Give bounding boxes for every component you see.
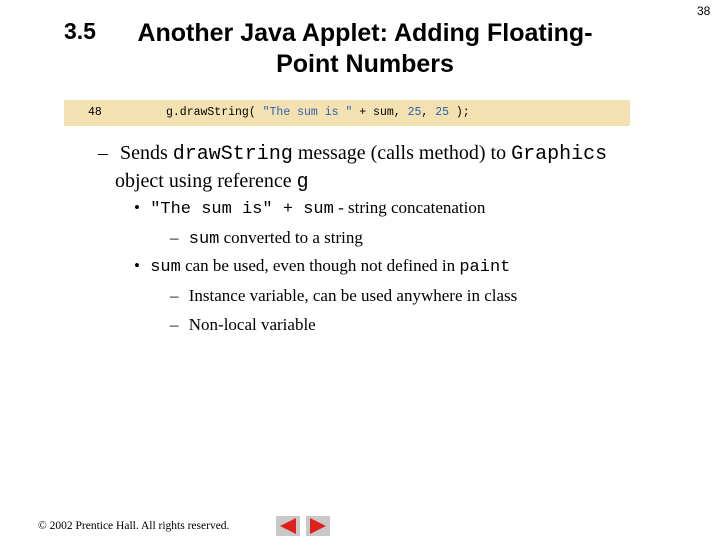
section-number: 3.5 [64,18,96,44]
code-number-1: 25 [407,106,422,119]
page-number: 38 [697,4,711,18]
text-run: Sends [120,142,173,164]
code-run: drawString [172,143,293,166]
text-run: Non-local variable [188,315,316,334]
left-triangle-icon [276,516,300,536]
previous-slide-button[interactable] [276,516,300,536]
code-string-literal: "The sum is " [262,106,353,119]
code-line [166,106,470,119]
code-run: "The sum is" + sum [150,200,334,219]
code-post: ); [449,106,470,119]
copyright-footer: © 2002 Prentice Hall. All rights reserved. [38,520,230,532]
code-comma: , [421,106,436,119]
code-run: Graphics [511,143,608,166]
slide-title: Another Java Applet: Adding Floating-Point Numbers [137,19,593,78]
text-run: converted to a string [219,228,363,247]
bullet-instance [170,285,517,307]
code-line-bar [64,100,630,126]
code-mid: + sum, [352,106,408,119]
text-run: message (calls method) to [292,142,512,164]
bullet-dash: – [170,315,179,334]
code-line-number: 48 [88,106,102,119]
bullet-concat [134,197,485,221]
next-slide-button[interactable] [306,516,330,536]
code-run: g [296,171,309,194]
code-number-2: 25 [435,106,449,119]
bullet-converted [170,227,363,251]
bullet-nonlocal [170,314,316,336]
text-run: - string concatenation [333,198,486,217]
text-run: Instance variable, can be used anywhere in class [188,286,518,305]
bullet-dash: – [98,142,108,164]
code-run: paint [459,258,511,277]
text-run: can be used, even though not defined in [180,256,460,275]
code-run: sum [150,258,181,277]
right-triangle-icon [306,516,330,536]
bullet-dot: • [134,256,140,275]
bullet-used [134,255,510,279]
code-run: sum [188,230,220,249]
bullet-sends-text [115,140,680,196]
bullet-dash: – [170,286,179,305]
bullet-dash: – [170,228,179,247]
text-run: object using reference [115,170,297,192]
bullet-dot: • [134,198,140,217]
code-pre: g.drawString( [166,106,263,119]
